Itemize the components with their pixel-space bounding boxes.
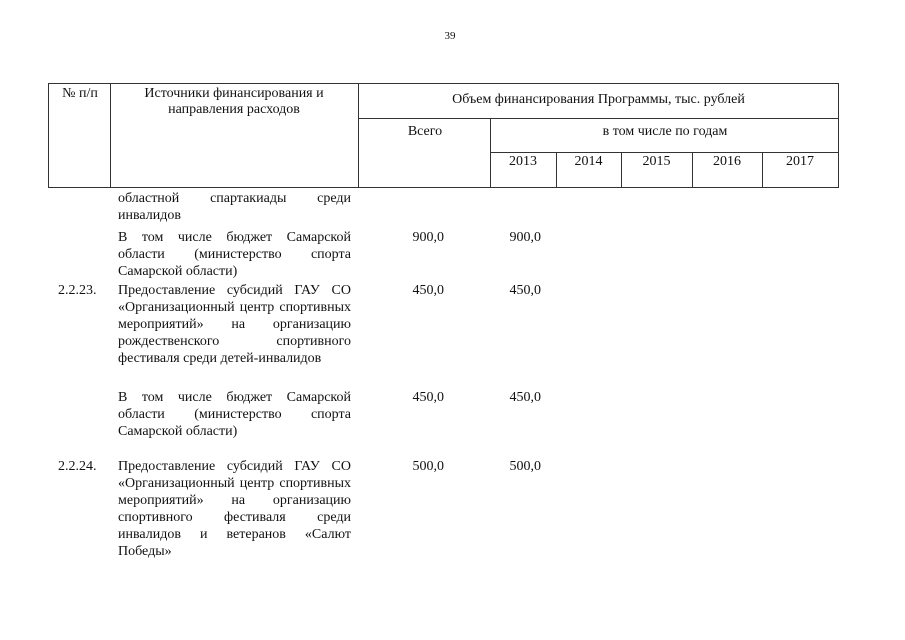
col-divider-sources [358, 83, 359, 188]
row-total-value: 500,0 [412, 459, 444, 474]
row-total-value: 450,0 [412, 283, 444, 298]
table-right-border [838, 83, 839, 188]
row-description: Предоставление субсидий ГАУ СО «Организационный центр спортивных мероприятий» на организацию рождественского спортивного фестиваля среди детей-инвалидов [118, 283, 351, 366]
col-divider-num [110, 83, 111, 188]
col-divider-total [490, 118, 491, 188]
header-years-divider [490, 152, 839, 153]
row-number: 2.2.24. [58, 459, 97, 474]
page-number: 39 [444, 30, 456, 42]
row-2013-value: 450,0 [509, 390, 541, 405]
header-num: № п/п [62, 86, 98, 101]
header-year-2013: 2013 [509, 154, 537, 169]
table-top-border [48, 83, 839, 84]
table-header-bottom-border [48, 187, 839, 188]
row-total-value: 900,0 [412, 230, 444, 245]
header-volume: Объем финансирования Программы, тыс. рублей [452, 92, 745, 107]
row-description: Предоставление субсидий ГАУ СО «Организационный центр спортивных мероприятий» на организацию спортивного фестиваля среди инвалидов и ветеранов «Салют Победы» [118, 459, 351, 559]
row-description: В том числе бюджет Самарской области (министерство спорта Самарской области) [118, 230, 351, 279]
header-by-years: в том числе по годам [602, 124, 728, 139]
header-sources: Источники финансирования и направления расходов [144, 86, 324, 117]
table-left-border [48, 83, 49, 188]
row-description: В том числе бюджет Самарской области (министерство спорта Самарской области) [118, 390, 351, 439]
row-2013-value: 500,0 [509, 459, 541, 474]
header-year-2014: 2014 [574, 154, 603, 169]
row-2013-value: 900,0 [509, 230, 541, 245]
row-number: 2.2.23. [58, 283, 97, 298]
header-volume-divider [358, 118, 839, 119]
row-2013-value: 450,0 [509, 283, 541, 298]
header-year-2017: 2017 [786, 154, 814, 169]
row-total-value: 450,0 [412, 390, 444, 405]
header-year-2016: 2016 [713, 154, 741, 169]
header-total: Всего [407, 124, 443, 139]
row-description: областной спартакиады среди инвалидов [118, 191, 351, 223]
header-year-2015: 2015 [642, 154, 671, 169]
